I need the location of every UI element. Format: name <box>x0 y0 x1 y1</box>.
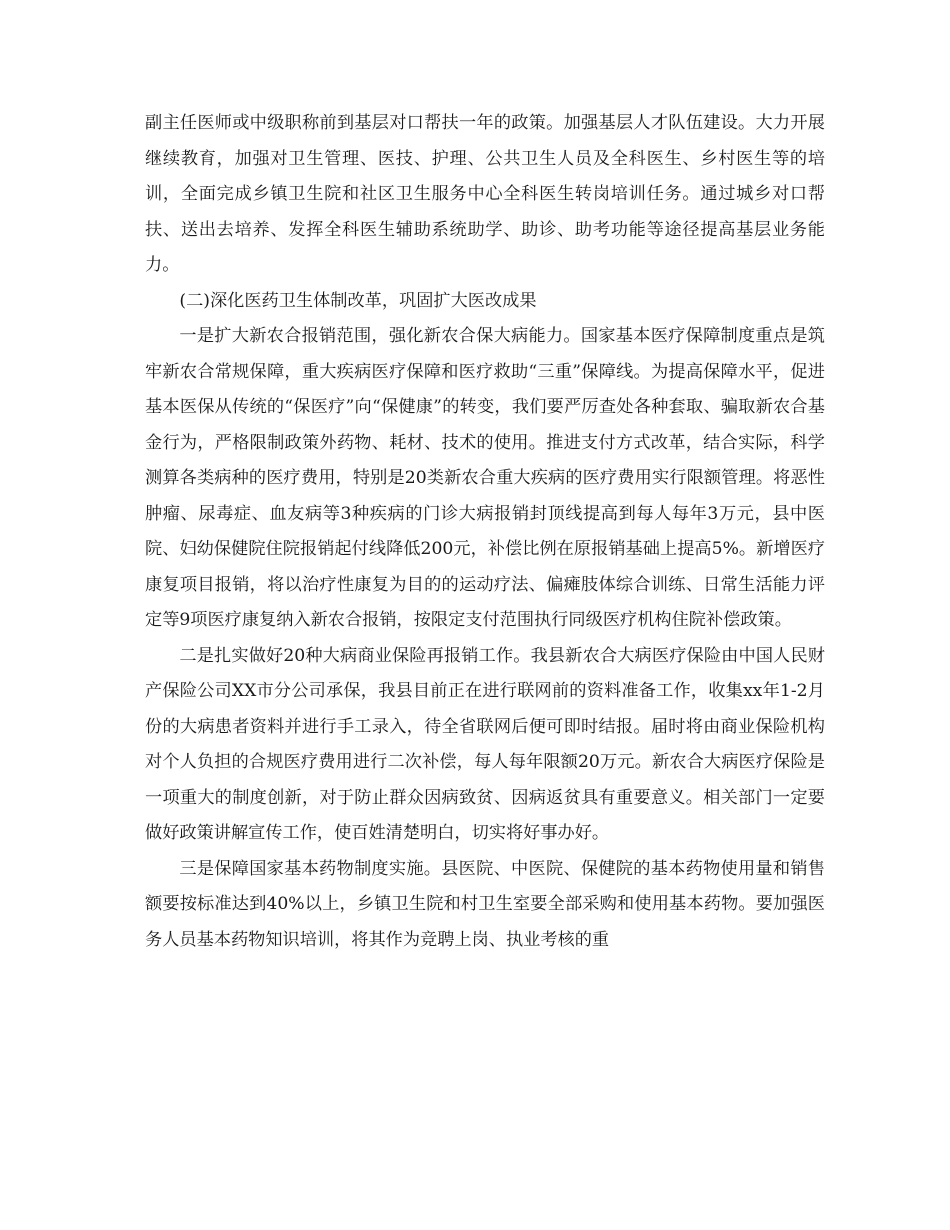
paragraph-item-1: 一是扩大新农合报销范围，强化新农合保大病能力。国家基本医疗保障制度重点是筑牢新农合常规保障，重大疾病医疗保障和医疗救助“三重”保障线。为提高保障水平，促进基本医保从传统的“保医疗”向“保健康”的转变，我们要严厉查处各种套取、骗取新农合基金行为，严格限制政策外药物、耗材、技术的使用。推进支付方式改革，结合实际，科学测算各类病种的医疗费用，特别是20类新农合重大疾病的医疗费用实行限额管理。将恶性肿瘤、尿毒症、血友病等3种疾病的门诊大病报销封顶线提高到每人每年3万元，县中医院、妇幼保健院住院报销起付线降低200元，补偿比例在原报销基础上提高5%。新增医疗康复项目报销，将以治疗性康复为目的的运动疗法、偏瘫肢体综合训练、日常生活能力评定等9项医疗康复纳入新农合报销，按限定支付范围执行同级医疗机构住院补偿政策。 <box>145 326 825 630</box>
paragraph-item-2: 二是扎实做好20种大病商业保险再报销工作。我县新农合大病医疗保险由中国人民财产保险公司XX市分公司承保，我县目前正在进行联网前的资料准备工作，收集xx年1-2月份的大病患者资料并进行手工录入，待全省联网后便可即时结报。届时将由商业保险机构对个人负担的合规医疗费用进行二次补偿，每人每年限额20万元。新农合大病医疗保险是一项重大的制度创新，对于防止群众因病致贫、因病返贫具有重要意义。相关部门一定要做好政策讲解宣传工作，使百姓清楚明白，切实将好事办好。 <box>145 645 825 843</box>
section-heading: (二)深化医药卫生体制改革，巩固扩大医改成果 <box>179 290 537 311</box>
document-body <box>145 106 825 958</box>
paragraph-item-3: 三是保障国家基本药物制度实施。县医院、中医院、保健院的基本药物使用量和销售额要按标准达到40%以上，乡镇卫生院和村卫生室要全部采购和使用基本药物。要加强医务人员基本药物知识培训，将其作为竞聘上岗、执业考核的重 <box>145 858 825 950</box>
paragraph-continued: 副主任医师或中级职称前到基层对口帮扶一年的政策。加强基层人才队伍建设。大力开展继续教育，加强对卫生管理、医技、护理、公共卫生人员及全科医生、乡村医生等的培训，全面完成乡镇卫生院和社区卫生服务中心全科医生转岗培训任务。通过城乡对口帮扶、送出去培养、发挥全科医生辅助系统助学、助诊、助考功能等途径提高基层业务能力。 <box>145 113 825 275</box>
